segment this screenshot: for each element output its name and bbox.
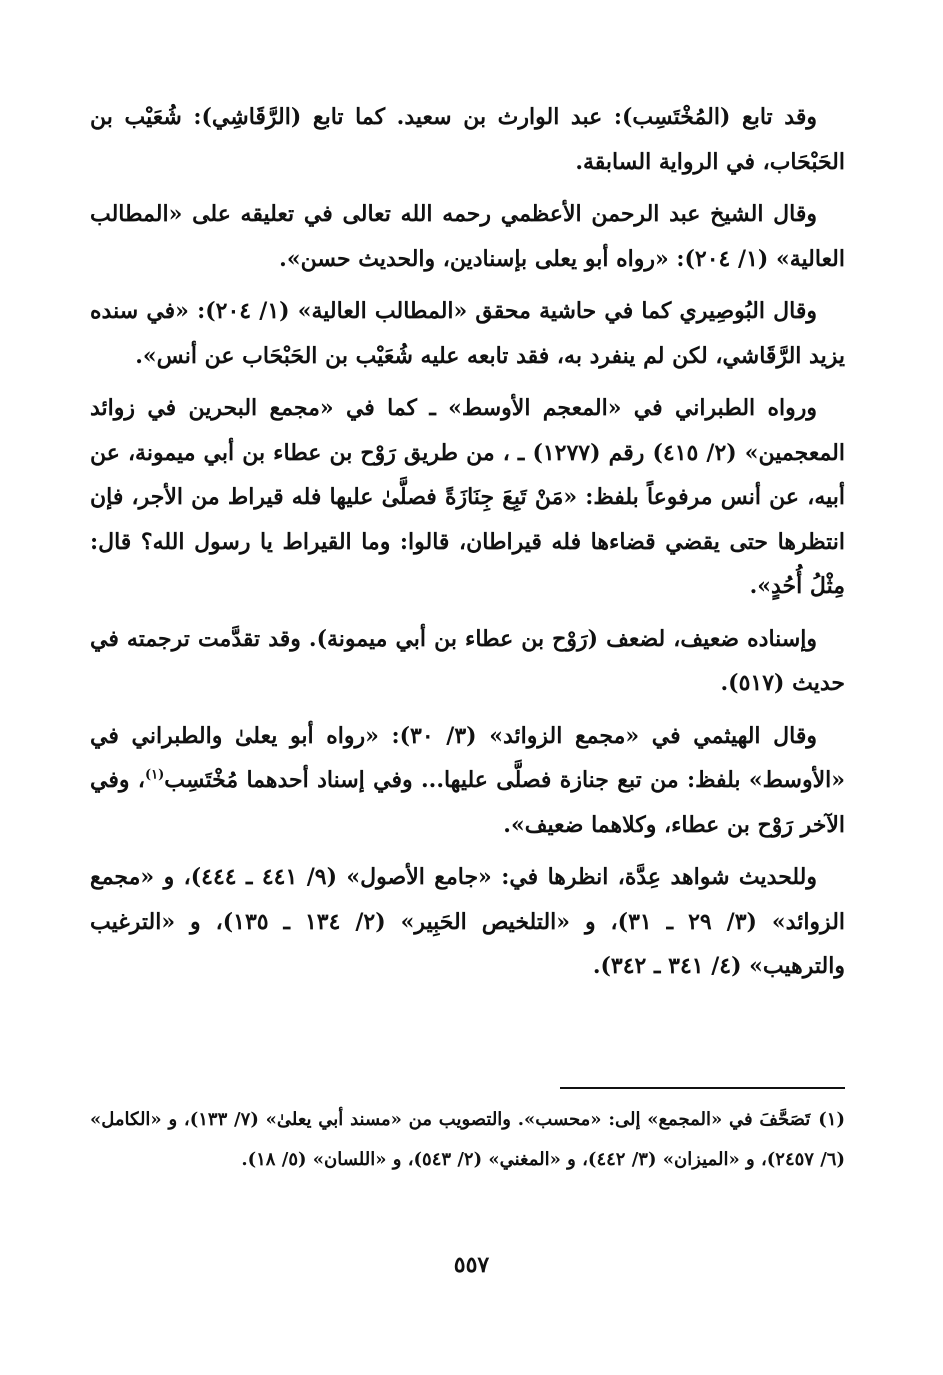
page-number: ٥٥٧ bbox=[453, 1252, 490, 1278]
footnote-number: (١) bbox=[818, 1109, 845, 1130]
paragraph-4: ورواه الطبراني في «المعجم الأوسط» ـ كما في «مجمع البحرين في زوائد المعجمين» (٢/ ٤١٥) رقم (١٢٧٧) ـ ، من طريق رَوْح بن عطاء بن أبي ميمونة، عن أبيه، عن أنس مرفوعاً بلفظ: «مَنْ تَبِعَ جِنَازَةً فصلَّىٰ عليها فله قيراط من الأجر، فإن انتظرها حتى يقضي قضاءها فله قيراطان، قالوا: وما القيراط يا رسول الله؟ قال: مِثْلُ أُحُدٍ». bbox=[90, 395, 845, 599]
footnote-divider bbox=[560, 1087, 845, 1089]
paragraph-6-text: وقال الهيثمي في «مجمع الزوائد» (٣/ ٣٠): «رواه أبو يعلىٰ والطبراني في «الأوسط» بلفظ: من تبع جنازة فصلَّى عليها... وفي إسناد أحدهما مُخْتَسِب bbox=[90, 722, 845, 793]
main-text bbox=[90, 95, 845, 997]
footnotes bbox=[90, 1100, 845, 1180]
paragraph-6 bbox=[90, 714, 845, 848]
footnote-reference[interactable]: (١) bbox=[144, 767, 165, 783]
paragraph-2: وقال الشيخ عبد الرحمن الأعظمي رحمه الله تعالى في تعليقه على «المطالب العالية» (١/ ٢٠٤): «رواه أبو يعلى بإسنادين، والحديث حسن». bbox=[90, 201, 845, 272]
paragraph-7: وللحديث شواهد عِدَّة، انظرها في: «جامع الأصول» (٩/ ٤٤١ ـ ٤٤٤)، و «مجمع الزوائد» (٣/ ٢٩ ـ ٣١)، و «التلخيص الحَبِير» (٢/ ١٣٤ ـ ١٣٥)، و «الترغيب والترهيب» (٤/ ٣٤١ ـ ٣٤٢). bbox=[90, 864, 846, 979]
footnote-1 bbox=[90, 1100, 845, 1180]
paragraph-1: وقد تابع (المُخْتَسِب): عبد الوارث بن سعيد. كما تابع (الرَّقَاشِي): شُعَيْب بن الحَبْحَاب، في الرواية السابقة. bbox=[90, 104, 845, 175]
footnote-text: تَصَحَّفَ في «المجمع» إلى: «محسب». والتصويب من «مسند أبي يعلىٰ» (٧/ ١٣٣)، و «الكامل» (٦/ ٢٤٥٧)، و «الميزان» (٣/ ٤٤٢)، و «المغني» (٢/ ٥٤٣)، و «اللسان» (٥/ ١٨). bbox=[90, 1109, 845, 1170]
paragraph-6-tail: ، وفي الآخر رَوْح بن عطاء، وكلاهما ضعيف». bbox=[90, 767, 845, 838]
paragraph-3: وقال البُوصِيري كما في حاشية محقق «المطالب العالية» (١/ ٢٠٤): «في سنده يزيد الرَّقَاشي، لكن لم ينفرد به، فقد تابعه عليه شُعَيْب بن الحَبْحَاب عن أنس». bbox=[90, 298, 845, 369]
paragraph-5: وإسناده ضعيف، لضعف (رَوْح بن عطاء بن أبي ميمونة). وقد تقدَّمت ترجمته في حديث (٥١٧). bbox=[90, 625, 845, 696]
